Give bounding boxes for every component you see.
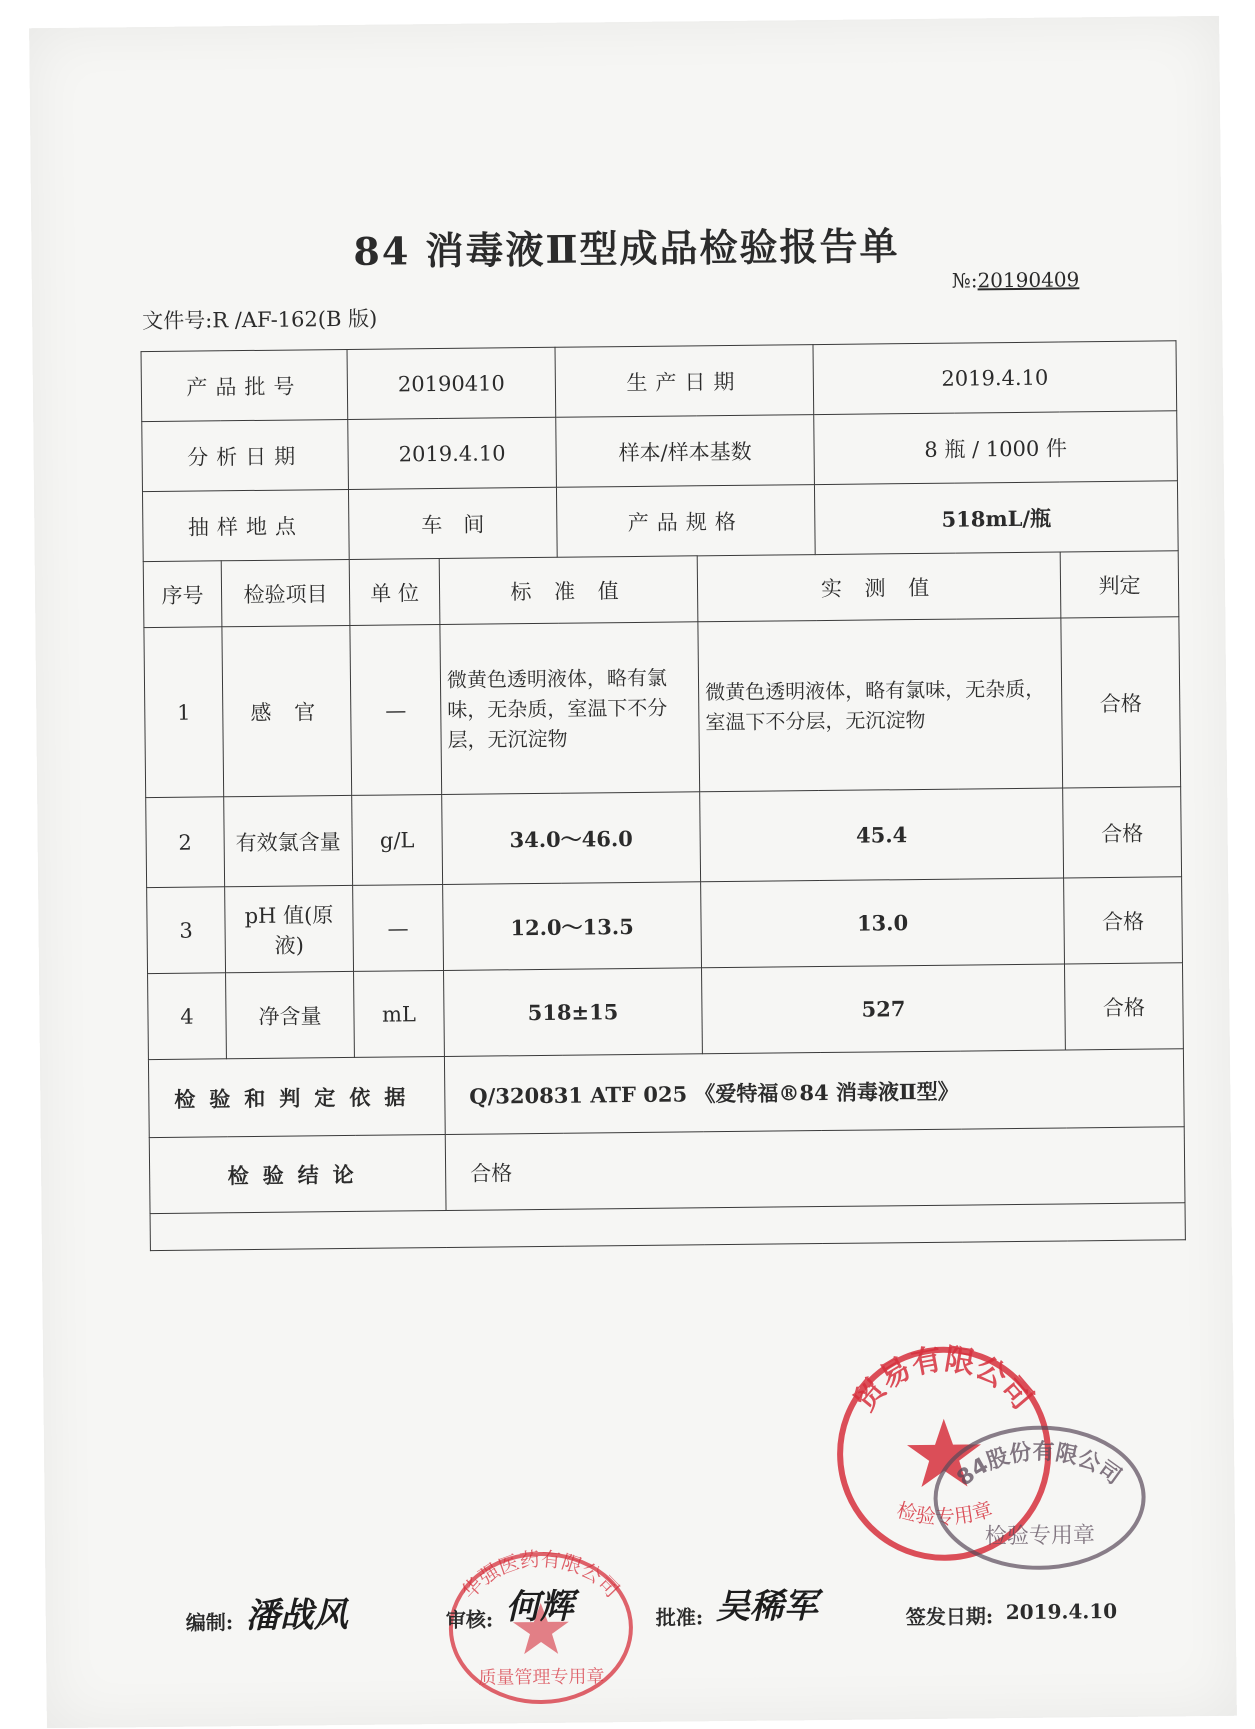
production-date-value: 2019.4.10 bbox=[813, 341, 1177, 415]
row-unit: — bbox=[350, 625, 442, 796]
table-row bbox=[146, 787, 1182, 888]
inspection-seal-stamp bbox=[924, 1412, 1156, 1574]
seal-a-text: 贸易有限公司 bbox=[847, 1341, 1040, 1418]
basis-row bbox=[148, 1049, 1184, 1138]
table-row bbox=[144, 617, 1181, 798]
row-standard: 34.0～46.0 bbox=[442, 792, 701, 885]
col-header-measured: 实 测 值 bbox=[697, 552, 1061, 622]
reviewed-signature: 何辉 bbox=[505, 1586, 574, 1628]
col-header-unit: 单 位 bbox=[349, 559, 440, 626]
seal-c-text: 华强医药有限公司 bbox=[456, 1546, 625, 1604]
batch-value: 20190410 bbox=[347, 347, 556, 419]
basis-label: 检验和判定依据 bbox=[148, 1056, 445, 1137]
seal-c-bottom-text: 质量管理专用章 bbox=[478, 1666, 605, 1689]
row-standard: 12.0～13.5 bbox=[443, 882, 702, 971]
info-row-2 bbox=[142, 411, 1178, 492]
report-title: 84 消毒液Ⅱ型成品检验报告单 bbox=[353, 223, 900, 274]
row-no: 2 bbox=[146, 797, 225, 888]
row-measured: 45.4 bbox=[700, 788, 1064, 882]
product-spec-value: 518mL/瓶 bbox=[814, 481, 1178, 555]
serial-value: 20190409 bbox=[977, 267, 1080, 293]
row-result: 合格 bbox=[1065, 963, 1184, 1050]
conclusion-value: 合格 bbox=[445, 1127, 1185, 1211]
analysis-date-value: 2019.4.10 bbox=[348, 417, 557, 489]
report-sheet bbox=[29, 16, 1237, 1728]
row-unit: mL bbox=[354, 970, 445, 1057]
approved-signature: 吴稀军 bbox=[715, 1586, 818, 1628]
seal-b-bottom-text: 检验专用章 bbox=[984, 1523, 1096, 1550]
table-row bbox=[148, 963, 1184, 1060]
row-no: 1 bbox=[144, 627, 224, 798]
row-unit: — bbox=[353, 884, 444, 971]
compiled-label: 编制: bbox=[185, 1610, 234, 1635]
compiled-signature: 潘战风 bbox=[245, 1595, 348, 1637]
serial-number bbox=[952, 267, 1080, 292]
row-unit: g/L bbox=[352, 794, 443, 885]
document-number: 文件号:R /AF-162(B 版) bbox=[142, 306, 378, 334]
basis-value: Q/320831 ATF 025 《爱特福®84 消毒液Ⅱ型》 bbox=[444, 1049, 1184, 1135]
col-header-result: 判定 bbox=[1060, 551, 1179, 618]
col-header-no: 序号 bbox=[143, 561, 222, 628]
row-standard: 518±15 bbox=[444, 968, 703, 1057]
row-result: 合格 bbox=[1064, 877, 1183, 964]
sample-label: 样本/样本基数 bbox=[556, 415, 815, 488]
row-result: 合格 bbox=[1063, 787, 1182, 878]
seal-a-bottom-text: 检验专用章 bbox=[894, 1496, 996, 1529]
info-row-3 bbox=[142, 481, 1178, 562]
approved-label: 批准: bbox=[655, 1605, 704, 1630]
analysis-date-label: 分析日期 bbox=[142, 419, 349, 491]
batch-label: 产品批号 bbox=[141, 349, 348, 421]
row-no: 3 bbox=[147, 887, 226, 974]
issue-date: 2019.4.10 bbox=[1005, 1598, 1118, 1625]
inspection-table bbox=[141, 340, 1186, 1251]
row-measured: 527 bbox=[702, 964, 1066, 1054]
seal-b-text: 84股份有限公司 bbox=[952, 1439, 1126, 1492]
sampling-site-label: 抽样地点 bbox=[142, 489, 349, 561]
reviewed-label: 审核: bbox=[445, 1607, 494, 1633]
conclusion-row bbox=[149, 1127, 1185, 1214]
sample-value: 8 瓶 / 1000 件 bbox=[814, 411, 1178, 485]
row-item: 净含量 bbox=[226, 971, 355, 1058]
row-item: pH 值(原液) bbox=[225, 885, 354, 972]
info-row-1 bbox=[141, 341, 1177, 422]
row-no: 4 bbox=[148, 973, 227, 1060]
conclusion-label: 检验结论 bbox=[149, 1134, 446, 1213]
col-header-standard: 标 准 值 bbox=[439, 556, 698, 625]
row-measured: 13.0 bbox=[701, 878, 1065, 968]
row-standard: 微黄色透明液体，略有氯味，无杂质，室温下不分层，无沉淀物 bbox=[440, 622, 700, 795]
row-item: 有效氯含量 bbox=[224, 795, 353, 886]
production-date-label: 生产日期 bbox=[555, 345, 814, 418]
svg-text:84股份有限公司 bbox=[952, 1438, 1126, 1492]
col-header-item: 检验项目 bbox=[221, 559, 350, 626]
issue-date-label: 签发日期: bbox=[905, 1604, 994, 1630]
row-result: 合格 bbox=[1061, 617, 1181, 788]
row-measured: 微黄色透明液体，略有氯味，无杂质，室温下不分层，无沉淀物 bbox=[698, 618, 1063, 792]
serial-label: №: bbox=[951, 268, 978, 293]
table-row bbox=[147, 877, 1183, 974]
product-spec-label: 产品规格 bbox=[556, 485, 815, 558]
column-header-row bbox=[143, 551, 1179, 628]
sampling-site-value: 车 间 bbox=[348, 487, 557, 559]
row-item: 感 官 bbox=[222, 625, 352, 796]
